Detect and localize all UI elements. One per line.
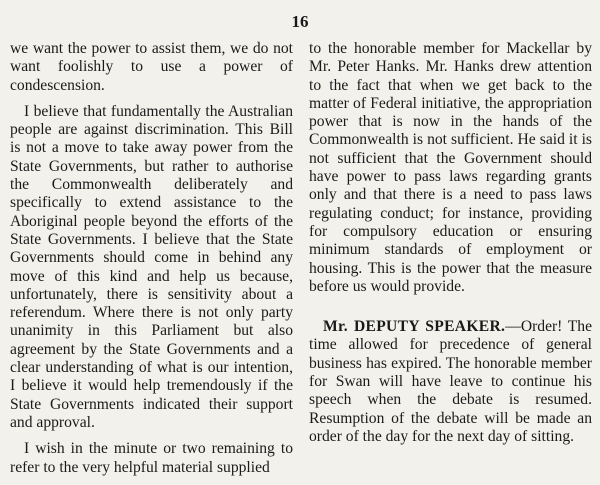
page-number: 16 bbox=[291, 12, 309, 31]
speaker-name: Mr. DEPUTY SPEAKER. bbox=[323, 318, 506, 336]
paragraph: we want the power to assist them, we do not want foolishly to use a power of condescension. bbox=[10, 40, 293, 94]
paragraph: I wish in the minute or two remaining to refer to the very helpful material supplied bbox=[10, 440, 293, 476]
left-column bbox=[10, 40, 293, 485]
paragraph: I believe that fundamentally the Australian people are against discrimination. This Bill is not a move to take away power from the State Governments, but rather to authorise the Commonwealth deliberately and specifically to extend assistance to the Aboriginal people beyond the efforts of the State Governments. I believe that the State Governments should come in behind any move of this kind and help us because, unfortunately, there is sensitivity about a referendum. Where there is not only party unanimity in this Parliament but also agreement by the State Governments and a clear understanding of what is our intention, I believe it would help tremendously if the State Governments indicated their support and approval. bbox=[10, 102, 293, 431]
speaker-text: —Order! The time allowed for precedence of general business has expired. The honorable member for Swan will have leave to continue his speech when the debate is resumed. Resumption of the debate will be made an order of the day for the next day of sitting. bbox=[309, 318, 592, 445]
paragraph: to the honorable member for Mackellar by Mr. Peter Hanks. Mr. Hanks drew attention to the fact that when we get back to the matter of Federal initiative, the appropriation power that is now in the hands of the Commonwealth is not sufficient. He said it is not sufficient that the Government should have power to pass laws regarding grants only and that there is a need to pass laws regulating conduct; for instance, providing for compulsory education or ensuring minimum standards of employment or housing. This is the power that the measure before us would provide. bbox=[309, 40, 592, 295]
right-column bbox=[309, 40, 592, 454]
speaker-paragraph bbox=[309, 318, 592, 446]
